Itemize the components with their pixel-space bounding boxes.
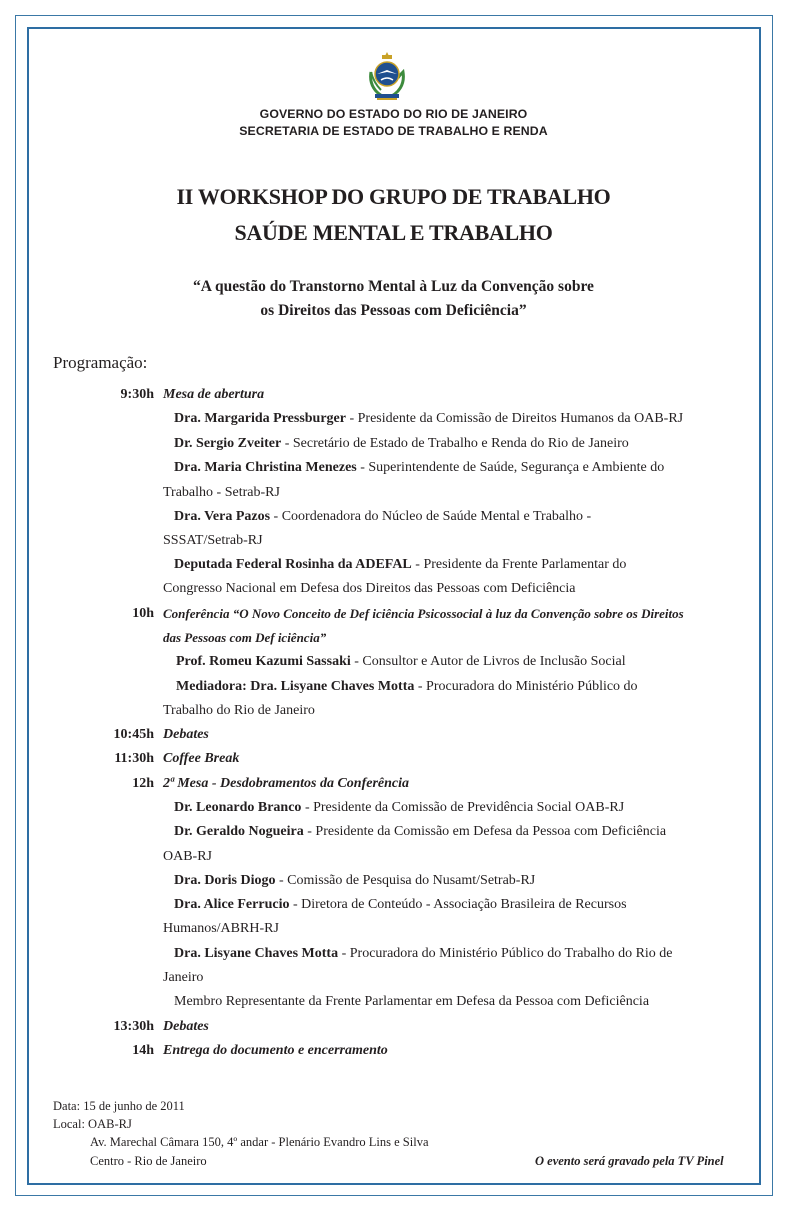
speaker-role: - Superintendente de Saúde, Segurança e Ambiente do <box>356 460 665 475</box>
program-heading: Programação: <box>53 353 148 372</box>
speaker-line <box>174 509 591 525</box>
speaker-role: - Procuradora do Ministério Público do Trabalho do Rio de <box>338 946 673 961</box>
speaker-name: Deputada Federal Rosinha da ADEFAL <box>174 557 412 572</box>
speaker-line <box>174 557 626 573</box>
speaker-role: - Secretário de Estado de Trabalho e Renda do Rio de Janeiro <box>281 436 629 451</box>
government-name: GOVERNO DO ESTADO DO RIO DE JANEIRO <box>259 107 528 121</box>
speaker-role-continued: Congresso Nacional em Defesa dos Direitos das Pessoas com Deficiência <box>163 581 576 596</box>
speaker-name: Dr. Geraldo Nogueira <box>174 824 304 839</box>
speaker-line <box>176 654 626 670</box>
speaker-line <box>174 460 664 476</box>
speaker-line <box>174 800 624 816</box>
speaker-extra-role: Membro Representante da Frente Parlamentar em Defesa da Pessoa com Deficiência <box>174 994 650 1009</box>
speaker-role: - Presidente da Comissão em Defesa da Pessoa com Deficiência <box>303 824 667 839</box>
session-conference-title: Conferência “O Novo Conceito de Def iciência Psicossocial à luz da Convenção sobre os Direitos <box>163 606 684 621</box>
speaker-name: Dra. Vera Pazos <box>174 509 271 524</box>
speaker-line <box>174 436 629 452</box>
event-title-line-1: II WORKSHOP DO GRUPO DE TRABALHO <box>176 184 611 209</box>
speaker-name: Mediadora: Dra. Lisyane Chaves Motta <box>176 679 415 694</box>
session-closing-title: Entrega do documento e encerramento <box>163 1043 388 1058</box>
speaker-role-continued: SSSAT/Setrab-RJ <box>163 533 263 548</box>
speaker-role: - Diretora de Conteúdo - Associação Brasileira de Recursos <box>289 897 627 912</box>
speaker-name: Dra. Alice Ferrucio <box>174 897 290 912</box>
speaker-name: Dr. Leonardo Branco <box>174 800 302 815</box>
speaker-role: - Presidente da Comissão de Previdência Social OAB-RJ <box>301 800 625 815</box>
session-second-panel-title: 2ª Mesa - Desdobramentos da Conferência <box>163 776 409 791</box>
speaker-role: - Presidente da Frente Parlamentar do <box>411 557 627 572</box>
time-1400: 14h <box>132 1043 154 1058</box>
speaker-name: Dra. Maria Christina Menezes <box>174 460 357 475</box>
event-address-line-2: Centro - Rio de Janeiro <box>90 1154 207 1168</box>
speaker-line <box>174 824 666 840</box>
time-1045: 10:45h <box>113 727 154 742</box>
session-debates-2-title: Debates <box>163 1019 209 1034</box>
session-debates-title: Debates <box>163 727 209 742</box>
speaker-line <box>174 411 683 427</box>
time-1130: 11:30h <box>114 751 154 766</box>
speaker-role-continued: OAB-RJ <box>163 849 213 864</box>
event-theme-line-1: “A questão do Transtorno Mental à Luz da Convenção sobre <box>193 278 594 295</box>
speaker-role-continued: Trabalho do Rio de Janeiro <box>163 703 315 718</box>
session-opening-title: Mesa de abertura <box>163 387 265 402</box>
state-coat-of-arms-icon <box>365 50 409 102</box>
event-location: Local: OAB-RJ <box>53 1117 132 1131</box>
speaker-line <box>174 946 673 962</box>
event-title-line-2: SAÚDE MENTAL E TRABALHO <box>234 220 553 245</box>
speaker-role-continued: Humanos/ABRH-RJ <box>163 921 279 936</box>
speaker-role-continued: Janeiro <box>163 970 204 985</box>
secretariat-name: SECRETARIA DE ESTADO DE TRABALHO E RENDA <box>239 124 548 138</box>
speaker-line <box>174 873 535 889</box>
time-1200: 12h <box>132 776 154 791</box>
speaker-name: Prof. Romeu Kazumi Sassaki <box>176 654 351 669</box>
event-theme-line-2: os Direitos das Pessoas com Deficiência” <box>260 302 527 319</box>
session-conference-title-continued: das Pessoas com Def iciência” <box>163 630 327 645</box>
speaker-line <box>176 679 638 695</box>
speaker-name: Dr. Sergio Zveiter <box>174 436 282 451</box>
time-1330: 13:30h <box>113 1019 154 1034</box>
speaker-line <box>174 897 627 913</box>
session-coffee-break-title: Coffee Break <box>163 751 240 766</box>
speaker-name: Dra. Lisyane Chaves Motta <box>174 946 339 961</box>
speaker-role: - Comissão de Pesquisa do Nusamt/Setrab-RJ <box>275 873 536 888</box>
speaker-role-continued: Trabalho - Setrab-RJ <box>163 485 280 500</box>
speaker-name: Dra. Doris Diogo <box>174 873 276 888</box>
speaker-role: - Consultor e Autor de Livros de Inclusão Social <box>350 654 626 669</box>
speaker-role: - Coordenadora do Núcleo de Saúde Mental e Trabalho - <box>270 509 592 524</box>
speaker-name: Dra. Margarida Pressburger <box>174 411 346 426</box>
recording-notice: O evento será gravado pela TV Pinel <box>535 1154 724 1168</box>
time-0930: 9:30h <box>120 387 154 402</box>
speaker-role: - Procuradora do Ministério Público do <box>414 679 638 694</box>
event-address-line-1: Av. Marechal Câmara 150, 4º andar - Plenário Evandro Lins e Silva <box>90 1135 429 1149</box>
speaker-role: - Presidente da Comissão de Direitos Humanos da OAB-RJ <box>345 411 684 426</box>
time-1000: 10h <box>132 606 154 621</box>
event-date: Data: 15 de junho de 2011 <box>53 1099 185 1113</box>
